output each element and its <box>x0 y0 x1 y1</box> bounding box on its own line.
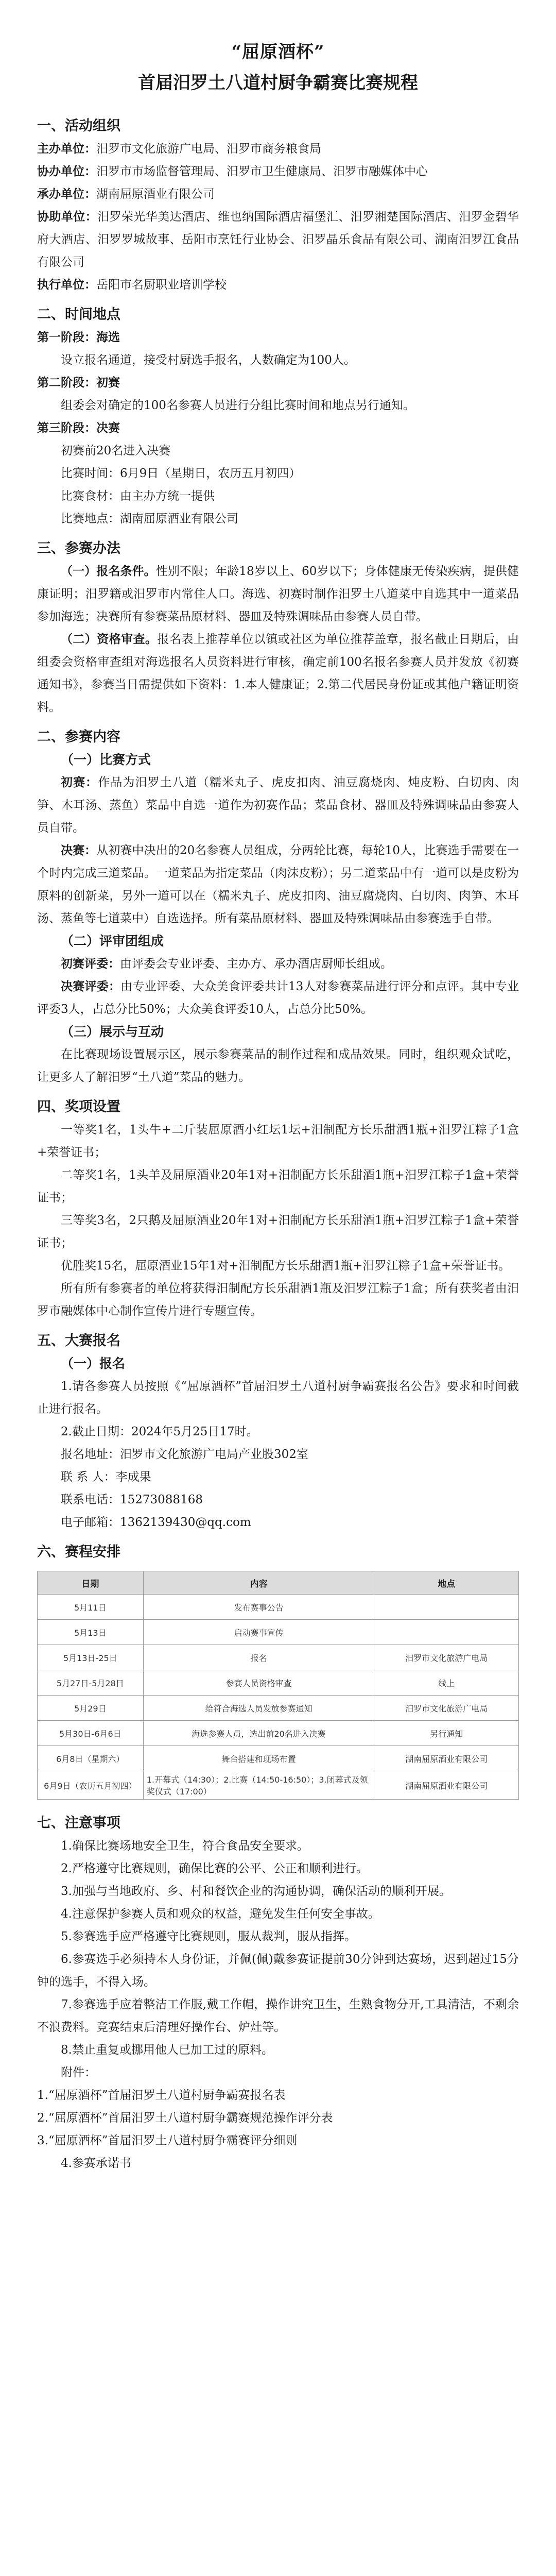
support-line <box>37 206 519 274</box>
show-text: 在比赛现场设置展示区，展示参赛菜品的制作过程和成品效果。同时，组织观众试吃，让更多人了解汨罗“土八道”菜品的魅力。 <box>37 1048 519 1084</box>
stage3-name: 决赛 <box>96 421 120 435</box>
schedule-date: 5月29日 <box>38 1696 144 1721</box>
subheading-show: （三）展示与互动 <box>61 1024 164 1039</box>
register-instruction: 1.请各参赛人员按照《“屈原酒杯”首届汨罗土八道村厨争霸赛报名公告》要求和时间截止进行报名。 <box>37 1380 519 1416</box>
final-jury-label: 决赛评委： <box>61 979 121 993</box>
organizer-line <box>37 138 519 160</box>
subheading-format: （一）比赛方式 <box>61 752 151 767</box>
conditions-label: （一）报名条件。 <box>61 564 156 578</box>
section-heading-organization: 一、活动组织 <box>37 118 120 134</box>
prelim-jury-text: 由评委会专业评委、主办方、承办酒店厨师长组成。 <box>120 957 392 971</box>
organizer-value: 汨罗市文化旅游广电局、汨罗市商务粮食局 <box>96 142 321 156</box>
final-jury <box>37 975 519 1021</box>
final-label: 决赛： <box>61 843 97 857</box>
doc-title-line2: 首届汨罗土八道村厨争霸赛比赛规程 <box>138 73 418 93</box>
subheading-register: （一）报名 <box>61 1356 126 1371</box>
match-place: 比赛地点：湖南屈原酒业有限公司 <box>61 512 238 526</box>
table-row <box>38 1746 519 1771</box>
attachment-1[interactable]: 1.“屈原酒杯”首届汨罗土八道村厨争霸赛报名表 <box>37 2089 286 2102</box>
award-excellence: 优胜奖15名，屈原酒业15年1对+汨制配方长乐甜酒1瓶+汨罗江粽子1盒+荣誉证书。 <box>61 1259 511 1273</box>
section-heading-method: 三、参赛办法 <box>37 540 120 556</box>
schedule-content: 参赛人员资格审查 <box>143 1670 374 1696</box>
prelim-label: 初赛： <box>61 775 98 789</box>
stage2-line <box>37 371 519 394</box>
stage1-name: 海选 <box>96 330 120 344</box>
prelim-desc <box>37 771 519 839</box>
executor-line <box>37 274 519 296</box>
stage3-line <box>37 417 519 439</box>
executor-label: 执行单位： <box>37 278 96 292</box>
table-row <box>38 1696 519 1721</box>
schedule-date: 5月30日-6月6日 <box>38 1721 144 1746</box>
stage2-text: 组委会对确定的100名参赛人员进行分组比赛时间和地点另行通知。 <box>61 399 415 412</box>
table-row <box>38 1670 519 1696</box>
review-text: 报名表上推荐单位以镇或社区为单位推荐盖章，报名截止日期后，由组委会资格审查组对海选报名人员资料进行审核，确定前100名报名参赛人员并发放《初赛通知书》，参赛当日需提供如下资料：1.本人健康证；2.第二代居民身份证或其他户籍证明资料。 <box>37 633 519 714</box>
schedule-place: 汨罗市文化旅游广电局 <box>374 1696 519 1721</box>
award-participation: 所有所有参赛者的单位将获得汨制配方长乐甜酒1瓶及汨罗江粽子1盒；所有获奖者由汨罗市融媒体中心制作宣传片进行专题宣传。 <box>37 1282 519 1318</box>
registration-conditions <box>37 560 519 628</box>
register-address: 报名地址：汨罗市文化旅游广电局产业股302室 <box>61 1448 308 1461</box>
conditions-text: 性别不限；年龄18岁以上、60岁以下；身体健康无传染疾病，提供健康证明；汨罗籍或汨罗市内常住人口。海选、初赛时制作汨罗土八道菜中自选其中一道菜品参加海选；决赛所有参赛菜品原材料、器皿及特殊调味品由参赛人员自带。 <box>37 565 519 623</box>
co-organizer-value: 汨罗市市场监督管理局、汨罗市卫生健康局、汨罗市融媒体中心 <box>96 165 428 178</box>
register-deadline: 2.截止日期：2024年5月25日17时。 <box>61 1425 258 1438</box>
schedule-place: 湖南屈原酒业有限公司 <box>374 1746 519 1771</box>
undertaker-line <box>37 183 519 206</box>
section-heading-notes: 七、注意事项 <box>37 1815 120 1831</box>
co-organizer-line <box>37 160 519 183</box>
note-7: 7.参赛选手应着整洁工作服,戴工作帽，操作讲究卫生，生熟食物分开,工具清洁，不剩余不浪费料。竞赛结束后清理好操作台、炉灶等。 <box>37 1998 519 2034</box>
award-third: 三等奖3名，2只鹅及屈原酒业20年1对+汨制配方长乐甜酒1瓶+汨罗江粽子1盒+荣誉证书； <box>37 1214 519 1250</box>
schedule-header-place: 地点 <box>374 1571 519 1595</box>
schedule-place: 汨罗市文化旅游广电局 <box>374 1645 519 1670</box>
prelim-jury <box>37 953 519 975</box>
schedule-table <box>37 1571 519 1800</box>
award-first: 一等奖1名，1头牛+二斤装屈原酒小红坛1坛+汨制配方长乐甜酒1瓶+汨罗江粽子1盒+荣誉证书； <box>37 1123 519 1159</box>
stage1-text: 设立报名通道，接受村厨选手报名，人数确定为100人。 <box>61 353 356 367</box>
award-second: 二等奖1名，1头羊及屈原酒业20年1对+汨制配方长乐甜酒1瓶+汨罗江粽子1盒+荣誉证书； <box>37 1168 519 1205</box>
register-email: 电子邮箱：1362139430@qq.com <box>61 1516 251 1529</box>
final-desc <box>37 839 519 930</box>
final-jury-text: 由专业评委、大众美食评委共计13人对参赛菜品进行评分和点评。其中专业评委3人，占总分比50%；大众美食评委10人，占总分比50%。 <box>37 980 519 1016</box>
section-heading-time-place: 二、时间地点 <box>37 307 120 323</box>
section-heading-content: 二、参赛内容 <box>37 729 120 745</box>
schedule-content: 海选参赛人员，选出前20名进入决赛 <box>143 1721 374 1746</box>
section-heading-awards: 四、奖项设置 <box>37 1099 120 1115</box>
review-label: （二）资格审查。 <box>61 632 158 646</box>
subheading-jury: （二）评审团组成 <box>61 934 164 948</box>
schedule-header-row <box>38 1571 519 1595</box>
schedule-date: 6月8日（星期六） <box>38 1746 144 1771</box>
executor-value: 岳阳市名厨职业培训学校 <box>96 278 227 292</box>
undertaker-value: 湖南屈原酒业有限公司 <box>96 188 215 201</box>
schedule-place: 另行通知 <box>374 1721 519 1746</box>
note-4: 4.注意保护参赛人员和观众的权益，避免发生任何安全事故。 <box>61 1907 380 1921</box>
schedule-date: 5月27日-5月28日 <box>38 1670 144 1696</box>
stage2-name: 初赛 <box>96 376 120 389</box>
schedule-place: 湖南屈原酒业有限公司 <box>374 1771 519 1800</box>
schedule-date: 5月13日-25日 <box>38 1645 144 1670</box>
note-1: 1.确保比赛场地安全卫生，符合食品安全要求。 <box>61 1839 309 1853</box>
attachment-4[interactable]: 4.参赛承诺书 <box>61 2157 131 2170</box>
note-8: 8.禁止重复或挪用他人已加工过的原料。 <box>61 2043 273 2057</box>
register-contact: 联 系 人：李成果 <box>61 1470 151 1484</box>
support-label: 协助单位： <box>37 210 98 224</box>
note-5: 5.参赛选手应严格遵守比赛规则，服从裁判，服从指挥。 <box>61 1930 356 1943</box>
attachments-label: 附件： <box>61 2066 96 2079</box>
attachment-2[interactable]: 2.“屈原酒杯”首届汨罗土八道村厨争霸赛规范操作评分表 <box>37 2111 333 2125</box>
schedule-content: 舞台搭建和现场布置 <box>143 1746 374 1771</box>
support-value: 汨罗荣光华美达酒店、维也纳国际酒店福堡汇、汨罗湘楚国际酒店、汨罗金碧华府大酒店、汨罗罗城故事、岳阳市烹饪行业协会、汨罗晶乐食品有限公司、湖南汨罗江食品有限公司 <box>37 210 519 269</box>
schedule-content: 发布赛事公告 <box>143 1595 374 1620</box>
doc-title-line1: “屈原酒杯” <box>231 42 325 62</box>
stage1-label: 第一阶段： <box>37 330 96 344</box>
schedule-content: 报名 <box>143 1645 374 1670</box>
schedule-content: 启动赛事宣传 <box>143 1620 374 1645</box>
schedule-place <box>374 1595 519 1620</box>
table-row <box>38 1645 519 1670</box>
match-time: 比赛时间：6月9日（星期日，农历五月初四） <box>61 467 301 480</box>
stage2-label: 第二阶段： <box>37 376 96 389</box>
section-heading-schedule: 六、赛程安排 <box>37 1544 120 1560</box>
table-row <box>38 1721 519 1746</box>
schedule-content: 1.开幕式（14:30）；2.比赛（14:50-16:50）；3.闭幕式及领奖仪式（17:00） <box>143 1771 374 1800</box>
schedule-place <box>374 1620 519 1645</box>
schedule-place: 线上 <box>374 1670 519 1696</box>
table-row <box>38 1595 519 1620</box>
stage3-label: 第三阶段： <box>37 421 96 435</box>
schedule-header-content: 内容 <box>143 1571 374 1595</box>
table-row <box>38 1771 519 1800</box>
organizer-label: 主办单位： <box>37 142 96 156</box>
register-phone: 联系电话：15273088168 <box>61 1493 203 1506</box>
schedule-date: 5月11日 <box>38 1595 144 1620</box>
note-3: 3.加强与当地政府、乡、村和餐饮企业的沟通协调，确保活动的顺利开展。 <box>61 1885 451 1898</box>
co-organizer-label: 协办单位： <box>37 164 96 178</box>
note-2: 2.严格遵守比赛规则，确保比赛的公平、公正和顺利进行。 <box>61 1862 368 1875</box>
schedule-content: 给符合海选人员发放参赛通知 <box>143 1696 374 1721</box>
prelim-text: 作品为汨罗土八道（糯米丸子、虎皮扣肉、油豆腐烧肉、炖皮粉、白切肉、肉笋、木耳汤、蒸鱼）菜品中自选一道作为初赛作品；菜品食材、器皿及特殊调味品由参赛人员自带。 <box>37 776 519 835</box>
final-text: 从初赛中决出的20名参赛人员组成，分两轮比赛，每轮10人，比赛选手需要在一个时内完成三道菜品。一道菜品为指定菜品（肉沫皮粉）；另二道菜品中有一道可以是皮粉为原料的创新菜，另外一道可以在（糯米丸子、虎皮扣肉、油豆腐烧肉、白切肉、肉笋、木耳汤、蒸鱼等七道菜中）自选选择。所有菜品原材料、器皿及特殊调味品由参赛选手自带。 <box>37 844 519 925</box>
schedule-date: 6月9日（农历五月初四） <box>38 1771 144 1800</box>
stage3-text: 初赛前20名进入决赛 <box>61 444 171 457</box>
prelim-jury-label: 初赛评委： <box>61 957 120 971</box>
stage1-line <box>37 326 519 349</box>
schedule-date: 5月13日 <box>38 1620 144 1645</box>
section-heading-registration: 五、大赛报名 <box>37 1333 120 1349</box>
qualification-review <box>37 628 519 719</box>
note-6: 6.参赛选手必须持本人身份证，并佩(佩)戴参赛证提前30分钟到达赛场，迟到超过15分钟的选手，不得入场。 <box>37 1953 519 1989</box>
attachment-3[interactable]: 3.“屈原酒杯”首届汨罗土八道村厨争霸赛评分细则 <box>37 2134 298 2147</box>
match-food: 比赛食材：由主办方统一提供 <box>61 489 215 503</box>
undertaker-label: 承办单位： <box>37 187 96 201</box>
schedule-header-date: 日期 <box>38 1571 144 1595</box>
table-row <box>38 1620 519 1645</box>
